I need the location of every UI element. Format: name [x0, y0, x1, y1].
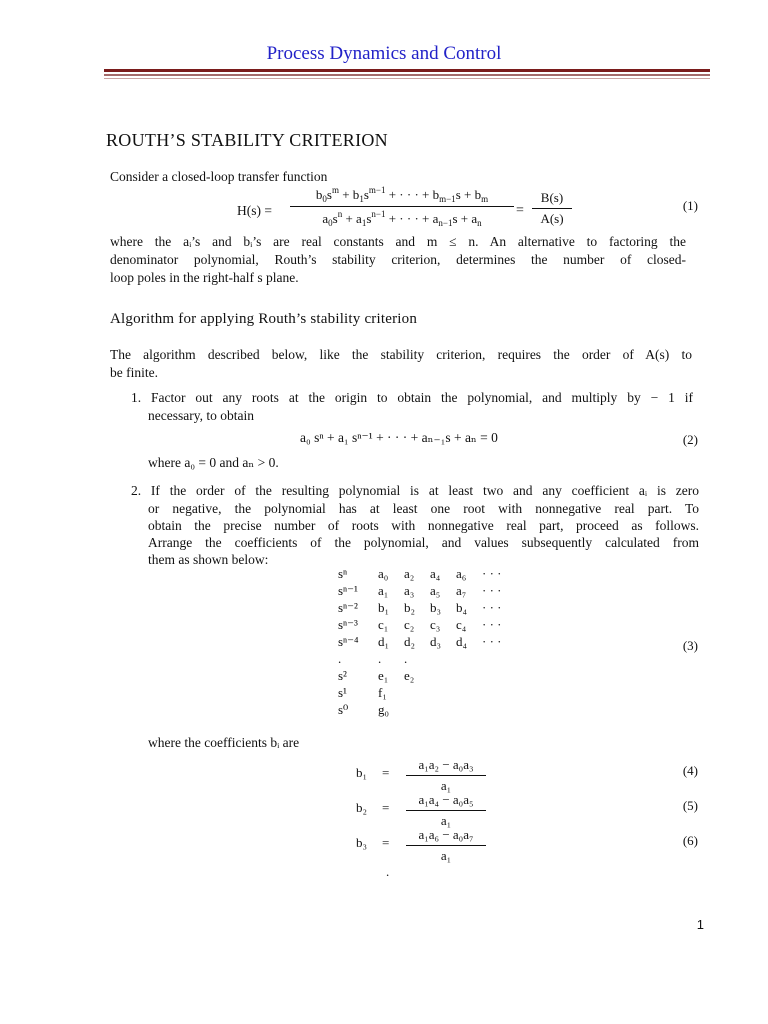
- routh-coefficient: [404, 702, 430, 719]
- header-rule-medium: [104, 74, 710, 76]
- routh-coefficient: g₀: [378, 702, 390, 717]
- routh-coefficient: a₅: [430, 583, 441, 598]
- step1-line1: 1. Factor out any roots at the origin to obtain the polynomial, and multiply by − 1 if: [131, 390, 693, 405]
- para1-line1: where the aᵢ’s and bᵢ’s are real constants and m ≤ n. An alternative to factoring the: [110, 234, 686, 249]
- trailing-dot: .: [386, 864, 390, 879]
- section-title: ROUTH’S STABILITY CRITERION: [106, 130, 388, 150]
- coef-numerator: a₁a₆ − a₀a₇: [418, 827, 474, 842]
- eq1-denominator: $a_0s^n + a_1s^{n-1}$ + · · · + $a_{n-1}s + a_n$: [322, 209, 482, 228]
- routh-coefficient: [482, 651, 508, 668]
- routh-coefficient: a₆: [456, 566, 467, 581]
- coef-denominator: a₁: [440, 778, 452, 793]
- routh-power: sⁿ⁻¹: [338, 583, 358, 598]
- coef-lhs: b₂: [356, 800, 368, 815]
- routh-coefficient: [456, 702, 482, 719]
- eq3-number: (3): [682, 638, 698, 653]
- routh-power: .: [338, 651, 342, 666]
- routh-power: s¹: [338, 685, 347, 700]
- routh-coefficient: d₁: [378, 634, 390, 649]
- coef-fraction: [406, 792, 486, 829]
- routh-coefficient: · · ·: [482, 634, 502, 649]
- routh-row: [338, 617, 508, 634]
- step2-line4: Arrange the coefficients of the polynomial, and values subsequently calculated from: [148, 535, 699, 550]
- routh-coefficient: [456, 651, 482, 668]
- routh-coefficient: [482, 685, 508, 702]
- coef-numerator: a₁a₄ − a₀a₅: [418, 792, 474, 807]
- eq1-numerator: $b_0s^m + b_1s^{m-1}$ + · · · + $b_{m-1}s + b_m$: [315, 185, 489, 204]
- coef-lhs: b₃: [356, 835, 368, 850]
- para2-line1: The algorithm described below, like the stability criterion, requires the order of A(s) to: [110, 347, 692, 362]
- routh-coefficient: .: [404, 651, 408, 666]
- eq2: a₀ sⁿ + a₁ sⁿ⁻¹ + · · · + aₙ₋₁s + aₙ = 0: [300, 430, 498, 445]
- routh-coefficient: a₄: [430, 566, 441, 581]
- para1-line3: loop poles in the right-half s plane.: [110, 270, 299, 285]
- step2-line2: or negative, the polynomial has at least one root with nonnegative real part. To: [148, 501, 699, 516]
- routh-coefficient: · · ·: [482, 600, 502, 615]
- page-number: 1: [696, 917, 704, 932]
- step1-line2: necessary, to obtain: [148, 408, 254, 423]
- routh-coefficient: c₁: [378, 617, 389, 632]
- routh-coefficient: d₂: [404, 634, 416, 649]
- coef-eq-number: (6): [682, 833, 698, 848]
- subsection-title: Algorithm for applying Routh’s stability criterion: [110, 311, 418, 327]
- coef-numerator: a₁a₂ − a₀a₃: [418, 757, 474, 772]
- header-rule-thick: [104, 69, 710, 72]
- routh-coefficient: d₃: [430, 634, 442, 649]
- routh-coefficient: c₂: [404, 617, 415, 632]
- coef-eq-number: (5): [682, 798, 698, 813]
- running-header: Process Dynamics and Control: [266, 43, 502, 64]
- eq1-number: (1): [682, 198, 698, 213]
- routh-coefficient: f₁: [378, 685, 387, 700]
- routh-coefficient: a₃: [404, 583, 415, 598]
- para1-line2: denominator polynomial, Routh’s stability criterion, determines the number of closed-: [110, 252, 686, 267]
- intro-text: Consider a closed-loop transfer function: [110, 169, 328, 184]
- routh-power: sⁿ⁻²: [338, 600, 358, 615]
- routh-array: [338, 566, 508, 719]
- routh-coefficient: c₃: [430, 617, 441, 632]
- coef-lhs: b₁: [356, 765, 368, 780]
- routh-coefficient: .: [378, 651, 382, 666]
- step2-line3: obtain the precise number of roots with nonnegative real part, proceed as follows.: [148, 518, 699, 533]
- coef-equals: =: [382, 800, 390, 815]
- routh-coefficient: b₃: [430, 600, 442, 615]
- step1-condition: where a₀ = 0 and aₙ > 0.: [148, 455, 279, 470]
- coef-equals: =: [382, 835, 390, 850]
- routh-row: [338, 702, 508, 719]
- coef-fraction: [406, 757, 486, 794]
- eq1-equals: =: [516, 203, 524, 218]
- routh-power: s²: [338, 668, 347, 683]
- routh-coefficient: d₄: [456, 634, 468, 649]
- routh-coefficient: · · ·: [482, 566, 502, 581]
- routh-coefficient: [430, 685, 456, 702]
- step2-line1: 2. If the order of the resulting polynomial is at least two and any coefficient aᵢ is zero: [131, 483, 699, 498]
- routh-row: [338, 651, 508, 668]
- coef-intro: where the coefficients bᵢ are: [148, 735, 300, 750]
- step2-line5: them as shown below:: [148, 552, 269, 567]
- eq1-lhs: H(s) =: [237, 203, 272, 218]
- routh-coefficient: a₇: [456, 583, 467, 598]
- routh-coefficient: a₁: [378, 583, 389, 598]
- para2-line2: be finite.: [110, 365, 158, 380]
- routh-coefficient: a₂: [404, 566, 415, 581]
- routh-coefficient: b₂: [404, 600, 416, 615]
- routh-coefficient: [456, 685, 482, 702]
- coef-eq-number: (4): [682, 763, 698, 778]
- eq2-number: (2): [682, 432, 698, 447]
- coef-equals: =: [382, 765, 390, 780]
- routh-coefficient: a₀: [378, 566, 389, 581]
- routh-coefficient: e₁: [378, 668, 389, 683]
- routh-power: s⁰: [338, 702, 349, 717]
- routh-coefficient: [430, 668, 456, 685]
- routh-row: [338, 583, 508, 600]
- routh-row: [338, 600, 508, 617]
- routh-coefficient: [404, 685, 430, 702]
- routh-row: [338, 685, 508, 702]
- routh-coefficient: b₄: [456, 600, 468, 615]
- routh-coefficient: · · ·: [482, 583, 502, 598]
- routh-coefficient: [482, 668, 508, 685]
- eq1-rhs-fraction: B(s) A(s): [532, 190, 572, 227]
- routh-coefficient: c₄: [456, 617, 467, 632]
- routh-row: [338, 634, 508, 651]
- routh-coefficient: e₂: [404, 668, 415, 683]
- coef-denominator: a₁: [440, 813, 452, 828]
- routh-coefficient: [482, 702, 508, 719]
- routh-row: [338, 668, 508, 685]
- routh-coefficient: [430, 651, 456, 668]
- routh-coefficient: [456, 668, 482, 685]
- routh-coefficient: b₁: [378, 600, 390, 615]
- header-rule-thin: [104, 78, 710, 79]
- routh-power: sⁿ⁻³: [338, 617, 358, 632]
- routh-power: sⁿ: [338, 566, 348, 581]
- routh-coefficient: [430, 702, 456, 719]
- eq1-fraction: [290, 185, 514, 228]
- coef-denominator: a₁: [440, 848, 452, 863]
- routh-row: [338, 566, 508, 583]
- routh-power: sⁿ⁻⁴: [338, 634, 359, 649]
- routh-coefficient: · · ·: [482, 617, 502, 632]
- coef-fraction: [406, 827, 486, 864]
